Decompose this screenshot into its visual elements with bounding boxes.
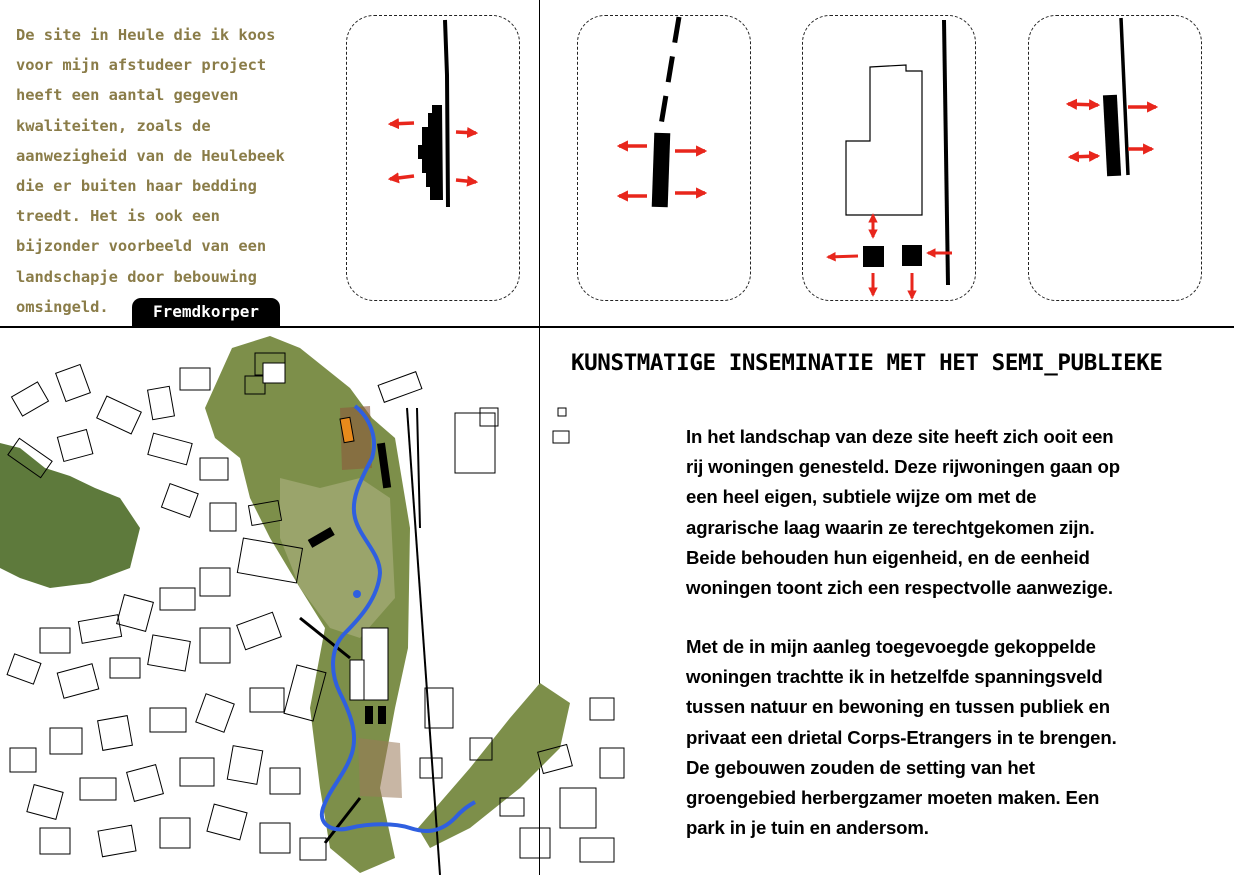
diagram-4 [1028,15,1202,301]
street-line [417,408,420,528]
dashed-street-line [661,17,679,125]
park-area-east [418,683,570,848]
row-houses [365,706,373,724]
street-line [1121,18,1128,175]
hall-building [263,363,285,383]
pond [353,590,361,598]
street-line [944,20,948,285]
arrow [456,132,476,133]
arrow [456,180,476,182]
house-block [902,245,922,266]
street-line [445,20,448,207]
diagram-1 [346,15,520,301]
hall-building [362,628,388,700]
arrow [390,123,414,124]
diagram-3 [802,15,976,301]
arrow [1068,104,1098,105]
site-plan-map [0,328,650,875]
intro-text: De site in Heule die ik koos voor mijn afstudeer project heeft een aantal gegeven kwaliteiten, zoals de aanwezigheid van de Heulebeek die er buiten haar bedding treedt. Het is ook een bijzonder voorbeeld van een landschapje door bebouwing omsingeld. [16,26,285,316]
row-houses [1103,95,1121,177]
large-building-outline [846,65,922,215]
arrow [1070,156,1098,157]
page-title: KUNSTMATIGE INSEMINATIE MET HET SEMI_PUBLIEKE [571,350,1163,376]
arrow [390,176,414,179]
arrow [828,256,858,257]
diagram-2 [577,15,751,301]
railway-line [407,408,440,875]
paragraph-2: Met de in mijn aanleg toegevoegde gekoppelde woningen trachtte ik in hetzelfde spanningsveld tussen natuur en bewoning en tussen publiek en privaat een drietal Corps-Etrangers in te brengen. De gebouwen zouden de setting van het groengebied herbergzamer moeten maken. Een park in je tuin en andersom. [686,636,1117,839]
house-block [863,246,884,267]
yard-area [358,738,402,798]
hall-building [350,660,364,700]
row-houses [418,105,443,200]
row-houses [652,133,671,208]
fremdkorper-tab[interactable]: Fremdkorper [132,298,280,326]
paragraph-1: In het landschap van deze site heeft zich ooit een rij woningen genesteld. Deze rijwoningen gaan op een heel eigen, subtiele wijze om met de agrarische laag waarin ze terechtgekomen zijn. Beide behouden hun eigenheid, en de eenheid woningen toont zich een respectvolle aanwezige. [686,426,1120,599]
woodland-area [0,443,140,588]
row-houses [378,706,386,724]
